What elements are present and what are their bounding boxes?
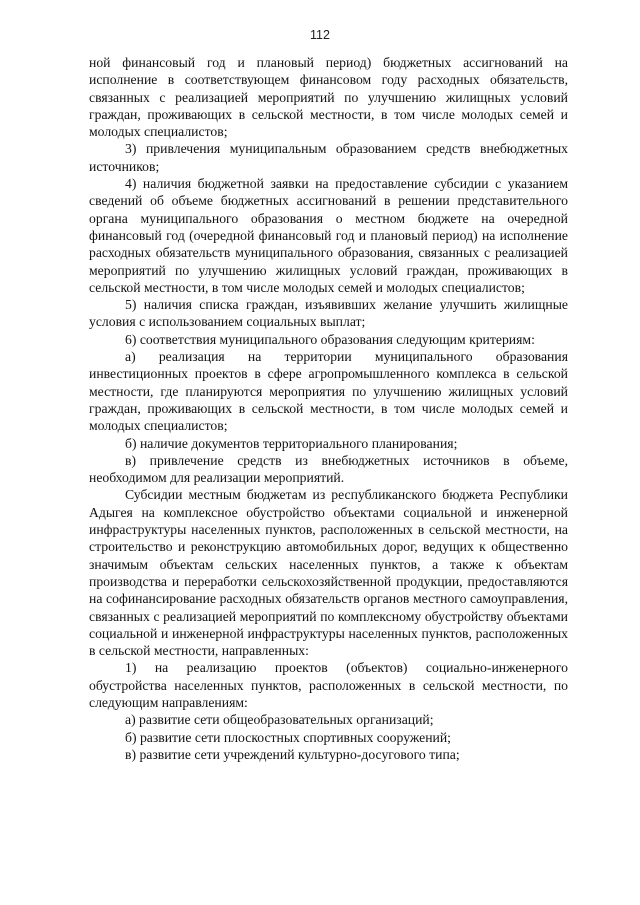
paragraph: Субсидии местным бюджетам из республиканского бюджета Республики Адыгея на комплексное обустройство объектами социальной и инженерной инфраструктуры населенных пунктов, расположенных в сельской местности, на строительство и реконструкцию автомобильных дорог, ведущих к общественно значимым объектам сельских населенных пунктов, а также к объектам производства и переработки сельскохозяйственной продукции, предоставляются на софинансирование расходных обязательств органов местного самоуправления, связанных с реализацией мероприятий по комплексному обустройству объектами социальной и инженерной инфраструктуры населенных пунктов, расположенных в сельской местности, направленных: bbox=[89, 487, 568, 659]
paragraph: а) реализация на территории муниципального образования инвестиционных проектов в сфере агропромышленного комплекса в сельской местности, где планируются мероприятия по улучшению жилищных условий граждан, проживающих в сельской местности, в том числе молодых семей и молодых специалистов; bbox=[89, 349, 568, 434]
paragraph: 6) соответствия муниципального образования следующим критериям: bbox=[125, 331, 535, 347]
page-number: 112 bbox=[310, 28, 330, 42]
paragraph: 3) привлечения муниципальным образованием средств внебюджетных источников; bbox=[89, 141, 568, 174]
paragraph: б) развитие сети плоскостных спортивных сооружений; bbox=[125, 729, 451, 745]
document-body bbox=[89, 54, 568, 763]
paragraph: б) наличие документов территориального планирования; bbox=[125, 435, 458, 451]
paragraph: 1) на реализацию проектов (объектов) социально-инженерного обустройства населенных пунктов, расположенных в сельской местности, по следующим направлениям: bbox=[89, 660, 568, 710]
paragraph: ной финансовый год и плановый период) бюджетных ассигнований на исполнение в соответствующем финансовом году расходных обязательств, связанных с реализацией мероприятий по улучшению жилищных условий граждан, проживающих в сельской местности, в том числе молодых семей и молодых специалистов; bbox=[89, 55, 568, 140]
paragraph: 5) наличия списка граждан, изъявивших желание улучшить жилищные условия с использованием социальных выплат; bbox=[89, 297, 568, 330]
paragraph: в) развитие сети учреждений культурно-досугового типа; bbox=[125, 746, 460, 762]
paragraph: а) развитие сети общеобразовательных организаций; bbox=[125, 712, 434, 728]
paragraph: в) привлечение средств из внебюджетных источников в объеме, необходимом для реализации мероприятий. bbox=[89, 452, 568, 486]
paragraph: 4) наличия бюджетной заявки на предоставление субсидии с указанием сведений об объеме бюджетных ассигнований в решении представительного органа муниципального образования о местном бюджете на очередной финансовый год (очередной финансовый год и плановый период) на исполнение расходных обязательств муниципального образования, связанных с реализацией мероприятий по улучшению жилищных условий граждан, проживающих в сельской местности, в том числе молодых семей и молодых специалистов; bbox=[89, 176, 568, 295]
